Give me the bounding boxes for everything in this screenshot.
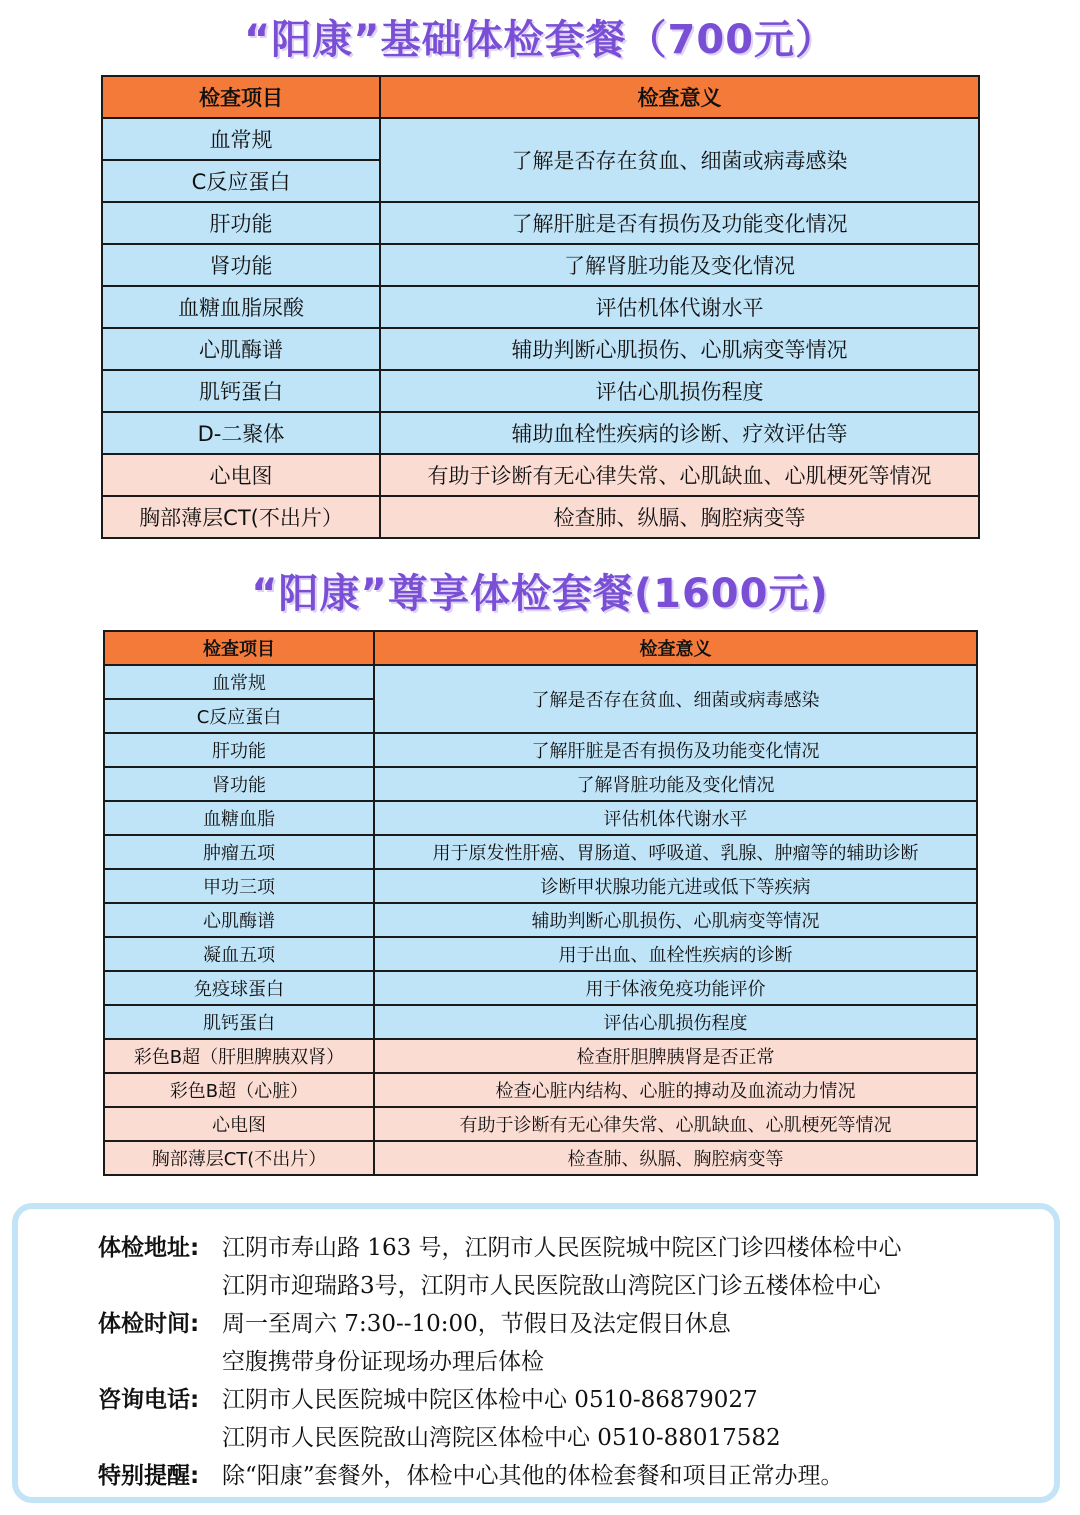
info-label: 咨询电话:: [98, 1387, 200, 1413]
exam-meaning: 辅助判断心肌损伤、心肌病变等情况: [374, 903, 977, 937]
exam-meaning: 了解肾脏功能及变化情况: [380, 244, 979, 286]
exam-item: 凝血五项: [104, 937, 374, 971]
exam-item: 血常规: [102, 118, 380, 160]
info-value: 江阴市人民医院敔山湾院区体检中心 0510-88017582: [222, 1425, 781, 1451]
exam-item: 免疫球蛋白: [104, 971, 374, 1005]
exam-item: 肿瘤五项: [104, 835, 374, 869]
exam-meaning: 了解是否存在贫血、细菌或病毒感染: [380, 118, 979, 202]
info-label: [98, 1343, 222, 1381]
exam-meaning: 辅助判断心肌损伤、心肌病变等情况: [380, 328, 979, 370]
table-row: [102, 328, 979, 370]
table-row: [102, 202, 979, 244]
table-row: [102, 370, 979, 412]
exam-meaning: 检查肺、纵膈、胸腔病变等: [374, 1141, 977, 1175]
exam-meaning: 用于体液免疫功能评价: [374, 971, 977, 1005]
package2-table: [103, 630, 978, 1176]
table-row: [104, 801, 977, 835]
table-row: [102, 244, 979, 286]
exam-item: 血糖血脂尿酸: [102, 286, 380, 328]
exam-item: 彩色B超（心脏）: [104, 1073, 374, 1107]
table-header-row: [104, 631, 977, 665]
table-row: [102, 118, 979, 160]
table-row: [104, 937, 977, 971]
exam-item: 肌钙蛋白: [102, 370, 380, 412]
exam-item: 心肌酶谱: [104, 903, 374, 937]
info-value: 江阴市寿山路 163 号，江阴市人民医院城中院区门诊四楼体检中心: [222, 1235, 902, 1261]
exam-meaning: 诊断甲状腺功能亢进或低下等疾病: [374, 869, 977, 903]
table-row: [104, 1107, 977, 1141]
package2-title: “阳康”尊享体检套餐(1600元): [251, 571, 829, 617]
exam-item: 血常规: [104, 665, 374, 699]
info-value: 空腹携带身份证现场办理后体检: [222, 1349, 544, 1375]
exam-meaning: 评估心肌损伤程度: [380, 370, 979, 412]
exam-meaning: 有助于诊断有无心律失常、心肌缺血、心肌梗死等情况: [380, 454, 979, 496]
info-value: 江阴市迎瑞路3号，江阴市人民医院敔山湾院区门诊五楼体检中心: [222, 1273, 881, 1299]
table-row: [102, 286, 979, 328]
exam-meaning: 了解是否存在贫血、细菌或病毒感染: [374, 665, 977, 733]
exam-meaning: 检查肺、纵膈、胸腔病变等: [380, 496, 979, 538]
header-item: 检查项目: [102, 76, 380, 118]
package1-title: “阳康”基础体检套餐（700元）: [243, 17, 837, 63]
info-label: 特别提醒:: [98, 1463, 200, 1489]
info-label: [98, 1419, 222, 1457]
package1-table: [101, 75, 980, 539]
table-row: [104, 869, 977, 903]
table-row: [104, 767, 977, 801]
table-row: [102, 412, 979, 454]
info-value: 周一至周六 7:30--10:00，节假日及法定假日休息: [222, 1311, 731, 1337]
info-list: [98, 1229, 1022, 1495]
table-row: [104, 903, 977, 937]
exam-meaning: 评估机体代谢水平: [380, 286, 979, 328]
table-row: [104, 1005, 977, 1039]
exam-item: 肾功能: [102, 244, 380, 286]
table-row: [102, 454, 979, 496]
exam-item: 甲功三项: [104, 869, 374, 903]
exam-meaning: 检查肝胆脾胰肾是否正常: [374, 1039, 977, 1073]
info-label: 体检地址:: [98, 1235, 200, 1261]
info-label: [98, 1267, 222, 1305]
exam-meaning: 有助于诊断有无心律失常、心肌缺血、心肌梗死等情况: [374, 1107, 977, 1141]
info-value: 除“阳康”套餐外，体检中心其他的体检套餐和项目正常办理。: [222, 1463, 844, 1489]
exam-meaning: 了解肝脏是否有损伤及功能变化情况: [374, 733, 977, 767]
exam-item: C反应蛋白: [102, 160, 380, 202]
exam-item: 肝功能: [104, 733, 374, 767]
table-row: [104, 1039, 977, 1073]
table-row: [104, 665, 977, 699]
exam-meaning: 了解肾脏功能及变化情况: [374, 767, 977, 801]
exam-item: C反应蛋白: [104, 699, 374, 733]
exam-item: 彩色B超（肝胆脾胰双肾）: [104, 1039, 374, 1073]
exam-item: 心电图: [102, 454, 380, 496]
exam-meaning: 用于原发性肝癌、胃肠道、呼吸道、乳腺、肿瘤等的辅助诊断: [374, 835, 977, 869]
exam-item: 肝功能: [102, 202, 380, 244]
header-item: 检查项目: [104, 631, 374, 665]
table-header-row: [102, 76, 979, 118]
header-meaning: 检查意义: [374, 631, 977, 665]
table-row: [104, 1073, 977, 1107]
exam-item: 心电图: [104, 1107, 374, 1141]
exam-item: D-二聚体: [102, 412, 380, 454]
table-row: [104, 971, 977, 1005]
exam-meaning: 了解肝脏是否有损伤及功能变化情况: [380, 202, 979, 244]
exam-meaning: 用于出血、血栓性疾病的诊断: [374, 937, 977, 971]
table-row: [104, 733, 977, 767]
info-value: 江阴市人民医院城中院区体检中心 0510-86879027: [222, 1387, 758, 1413]
exam-meaning: 评估心肌损伤程度: [374, 1005, 977, 1039]
exam-meaning: 检查心脏内结构、心脏的搏动及血流动力情况: [374, 1073, 977, 1107]
exam-item: 心肌酶谱: [102, 328, 380, 370]
exam-meaning: 辅助血栓性疾病的诊断、疗效评估等: [380, 412, 979, 454]
table-row: [104, 835, 977, 869]
info-label: 体检时间:: [98, 1311, 200, 1337]
table-row: [102, 496, 979, 538]
exam-item: 肌钙蛋白: [104, 1005, 374, 1039]
header-meaning: 检查意义: [380, 76, 979, 118]
table-row: [104, 1141, 977, 1175]
exam-item: 血糖血脂: [104, 801, 374, 835]
exam-item: 肾功能: [104, 767, 374, 801]
info-panel: [12, 1203, 1060, 1503]
exam-item: 胸部薄层CT(不出片）: [104, 1141, 374, 1175]
exam-item: 胸部薄层CT(不出片）: [102, 496, 380, 538]
exam-meaning: 评估机体代谢水平: [374, 801, 977, 835]
